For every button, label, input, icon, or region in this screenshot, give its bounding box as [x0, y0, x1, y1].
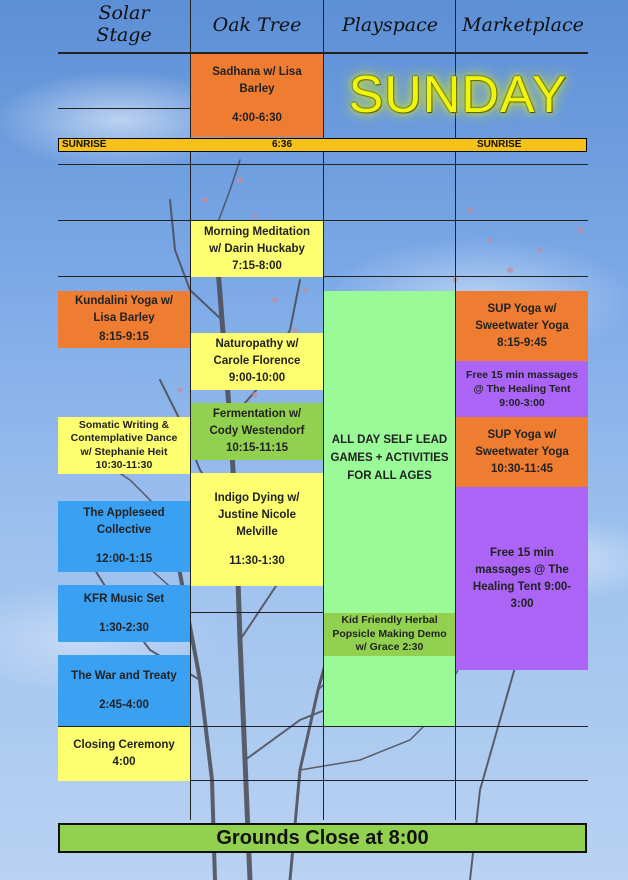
event-title: Kid Friendly Herbal [341, 614, 438, 627]
event-time: 8:15-9:45 [497, 336, 547, 349]
event-time: 7:15-8:00 [232, 259, 282, 272]
event-title: Collective [96, 524, 152, 536]
header-solar-line1: Solar [98, 2, 150, 24]
event-title: The Appleseed [83, 507, 165, 519]
event-time: 9:00-10:00 [228, 372, 286, 384]
row-line [58, 220, 588, 221]
row-line [190, 612, 324, 613]
event-title: 3:00 [510, 597, 534, 610]
event-time: 10:30-11:45 [490, 462, 554, 475]
event-title: SUP Yoga w/ [487, 302, 557, 315]
event-time: 11:30-1:30 [229, 554, 285, 567]
event-fermentation[interactable] [191, 403, 323, 460]
event-morning-meditation[interactable] [191, 221, 323, 277]
event-indigo-dying[interactable] [191, 473, 323, 586]
row-line [58, 164, 588, 165]
row-line [58, 108, 191, 109]
event-title: massages @ The [475, 563, 569, 576]
event-time: 12:00-1:15 [95, 553, 153, 565]
event-free-massages-1[interactable] [456, 361, 588, 417]
event-title: Barley [239, 83, 275, 95]
event-title: Free 15 min massages [465, 369, 579, 381]
event-time: 10:15-11:15 [225, 442, 289, 454]
event-time: 1:30-2:30 [99, 621, 149, 634]
event-title: Fermentation w/ [212, 408, 302, 420]
event-time: 4:00-6:30 [232, 112, 282, 124]
event-title: Naturopathy w/ [215, 338, 299, 350]
event-free-massages-2[interactable] [456, 487, 588, 670]
event-naturopathy[interactable] [191, 333, 323, 390]
event-title: Sadhana w/ Lisa [212, 66, 302, 78]
row-line [58, 276, 588, 277]
event-herbal-popsicle-demo[interactable] [324, 613, 455, 656]
header-playspace: Playspace [341, 14, 439, 36]
event-title: Sweetwater Yoga [475, 445, 569, 458]
event-title: SUP Yoga w/ [487, 428, 557, 441]
event-kundalini-yoga[interactable] [58, 291, 190, 348]
event-title: Cody Westendorf [209, 425, 305, 437]
event-title: The War and Treaty [71, 669, 177, 682]
event-title: w/ Darin Huckaby [209, 242, 305, 255]
day-title: SUNDAY [348, 66, 568, 124]
event-title: Popsicle Making Demo [332, 627, 447, 640]
event-title: Indigo Dying w/ [214, 491, 300, 504]
event-kfr-music-set[interactable] [58, 585, 190, 642]
event-title: Lisa Barley [93, 312, 155, 324]
sunrise-label-left: SUNRISE [62, 139, 107, 150]
event-time: 2:45-4:00 [99, 698, 149, 711]
event-closing-ceremony[interactable] [58, 727, 190, 781]
event-title: Sweetwater Yoga [475, 319, 569, 332]
event-title: Melville [236, 525, 278, 538]
event-appleseed-collective[interactable] [58, 501, 190, 572]
event-title: Justine Nicole [218, 508, 296, 521]
event-title: Contemplative Dance [70, 432, 178, 444]
sunrise-label-right: SUNRISE [477, 139, 522, 150]
event-title: ALL DAY SELF LEAD [331, 434, 448, 446]
event-title: GAMES + ACTIVITIES [330, 452, 449, 464]
event-somatic-writing[interactable] [58, 417, 190, 474]
event-title: Free 15 min [490, 546, 554, 559]
header-oak-tree: Oak Tree [212, 14, 302, 36]
header-solar-stage [78, 2, 170, 46]
event-title: Closing Ceremony [73, 739, 175, 751]
grounds-close-banner: Grounds Close at 8:00 [58, 823, 587, 853]
event-title: Kundalini Yoga w/ [75, 295, 173, 307]
event-sup-yoga-2[interactable] [456, 417, 588, 487]
event-title: Healing Tent 9:00- [472, 580, 572, 593]
event-title: w/ Stephanie Heit [80, 445, 168, 458]
event-title: w/ Grace 2:30 [355, 641, 424, 654]
event-title: Morning Meditation [203, 225, 311, 238]
event-time: 9:00-3:00 [499, 397, 545, 409]
event-time: 10:30-11:30 [95, 459, 153, 471]
event-title: Carole Florence [213, 355, 301, 367]
event-sadhana[interactable] [191, 54, 323, 137]
event-time: 8:15-9:15 [99, 331, 149, 343]
sunrise-time: 6:36 [272, 139, 293, 150]
event-time: 4:00 [112, 756, 136, 768]
event-sup-yoga-1[interactable] [456, 291, 588, 361]
header-marketplace: Marketplace [462, 14, 584, 36]
header-solar-line2: Stage [96, 24, 152, 46]
event-title: Somatic Writing & [78, 418, 170, 431]
event-title: FOR ALL AGES [347, 470, 432, 482]
event-war-and-treaty[interactable] [58, 655, 190, 726]
event-all-day-games[interactable] [324, 291, 455, 726]
event-title: KFR Music Set [83, 592, 165, 605]
event-title: @ The Healing Tent [473, 383, 571, 395]
